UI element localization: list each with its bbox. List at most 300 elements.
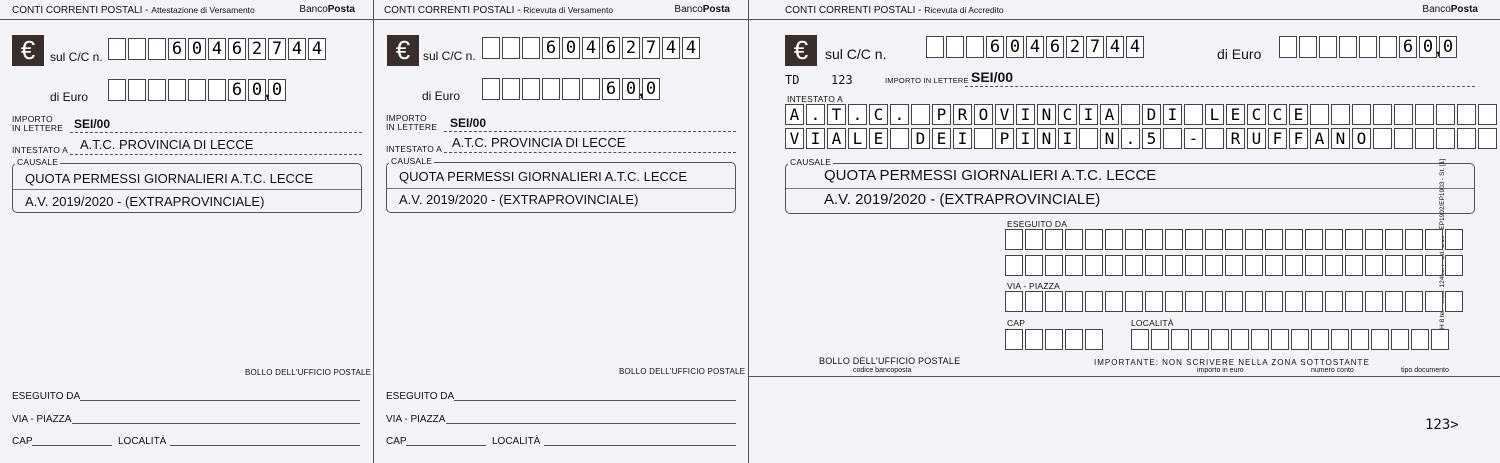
char-box[interactable] xyxy=(1165,255,1183,276)
char-box[interactable]: O xyxy=(1352,128,1371,149)
char-box[interactable] xyxy=(974,128,993,149)
char-box[interactable] xyxy=(1405,229,1423,250)
char-box[interactable] xyxy=(1345,291,1363,312)
char-box[interactable]: 4 xyxy=(208,38,226,60)
char-box[interactable] xyxy=(1457,128,1476,149)
panel-title: CONTI CORRENTI POSTALI - Ricevuta di Accredito xyxy=(785,5,1004,16)
localita-label: LOCALITÀ xyxy=(492,436,541,447)
char-box[interactable] xyxy=(1245,255,1263,276)
char-box[interactable] xyxy=(1025,291,1043,312)
char-box[interactable] xyxy=(502,37,520,59)
account-number-boxes[interactable] xyxy=(926,36,1146,58)
char-box[interactable] xyxy=(1305,291,1323,312)
eseguito-da-label: ESEGUITO DA xyxy=(12,391,81,402)
char-box[interactable] xyxy=(1457,104,1476,125)
char-box[interactable] xyxy=(1365,229,1383,250)
char-box[interactable]: C xyxy=(1247,104,1266,125)
char-box[interactable] xyxy=(1285,291,1303,312)
char-box[interactable] xyxy=(1425,255,1443,276)
brand-suffix: Posta xyxy=(327,4,355,15)
char-box[interactable] xyxy=(1065,229,1083,250)
char-box[interactable] xyxy=(1291,329,1309,350)
char-box[interactable] xyxy=(482,78,500,100)
char-box[interactable]: 4 xyxy=(662,37,680,59)
localita-boxes[interactable] xyxy=(1131,329,1451,350)
causale-box xyxy=(785,157,1475,214)
char-box[interactable] xyxy=(1205,255,1223,276)
char-box[interactable] xyxy=(522,78,540,100)
char-box[interactable] xyxy=(1285,229,1303,250)
char-box[interactable] xyxy=(1245,291,1263,312)
char-box[interactable] xyxy=(1125,229,1143,250)
causale-line2: A.V. 2019/2020 - (EXTRAPROVINCIALE) xyxy=(824,191,1101,208)
char-box[interactable]: 0 xyxy=(1419,36,1437,58)
char-box[interactable]: F xyxy=(1289,128,1308,149)
brand-prefix: Banco xyxy=(674,4,703,15)
causale-label: CAUSALE xyxy=(790,157,832,167)
char-box[interactable] xyxy=(1105,291,1123,312)
char-box[interactable]: 0 xyxy=(622,78,640,100)
eseguito-boxes-row2[interactable] xyxy=(1005,255,1465,276)
char-box[interactable] xyxy=(108,38,126,60)
char-box[interactable] xyxy=(1005,291,1023,312)
char-box[interactable]: I xyxy=(1163,104,1182,125)
char-box[interactable] xyxy=(1025,329,1043,350)
char-box[interactable] xyxy=(911,104,930,125)
intestato-boxes-row1[interactable] xyxy=(785,104,1499,125)
char-box[interactable]: 0 xyxy=(188,38,206,60)
char-box[interactable] xyxy=(1121,104,1140,125)
char-box[interactable]: 6 xyxy=(602,78,620,100)
bancoposta-logo xyxy=(299,4,355,15)
char-box[interactable] xyxy=(1436,128,1455,149)
char-box[interactable] xyxy=(1145,291,1163,312)
char-box[interactable]: R xyxy=(1226,128,1245,149)
char-box[interactable] xyxy=(1163,128,1182,149)
char-box[interactable] xyxy=(1085,291,1103,312)
char-box[interactable] xyxy=(1145,255,1163,276)
char-box[interactable] xyxy=(1271,329,1289,350)
char-box[interactable] xyxy=(1345,229,1363,250)
char-box[interactable]: P xyxy=(932,104,951,125)
localita-label: LOCALITÀ xyxy=(1131,318,1174,328)
char-box[interactable] xyxy=(1445,229,1463,250)
char-box[interactable]: L xyxy=(1205,104,1224,125)
char-box[interactable]: C xyxy=(869,104,888,125)
char-box[interactable] xyxy=(1165,291,1183,312)
char-box[interactable] xyxy=(1394,104,1413,125)
char-box[interactable] xyxy=(1205,291,1223,312)
panel-header xyxy=(0,0,373,20)
char-box[interactable] xyxy=(1431,329,1449,350)
bancoposta-logo xyxy=(674,4,730,15)
char-box[interactable] xyxy=(1385,229,1403,250)
char-box[interactable]: I xyxy=(1016,104,1035,125)
footer-code: 123> xyxy=(1425,417,1459,433)
char-box[interactable]: 4 xyxy=(1026,36,1044,58)
char-box[interactable]: N xyxy=(1037,128,1056,149)
char-box[interactable]: 5 xyxy=(1142,128,1161,149)
char-box[interactable]: 4 xyxy=(682,37,700,59)
importo-line xyxy=(70,132,362,133)
panel-header xyxy=(374,0,748,20)
bollo-label: BOLLO DELL'UFFICIO POSTALE xyxy=(819,356,961,366)
char-box[interactable] xyxy=(1379,36,1397,58)
char-box[interactable] xyxy=(1373,128,1392,149)
char-box[interactable]: I xyxy=(806,128,825,149)
intestato-label: INTESTATO A xyxy=(12,145,69,155)
char-box[interactable] xyxy=(1285,255,1303,276)
char-box[interactable] xyxy=(1265,291,1283,312)
char-box[interactable]: 6 xyxy=(228,79,246,101)
char-box[interactable] xyxy=(1065,291,1083,312)
char-box[interactable]: E xyxy=(932,128,951,149)
char-box[interactable] xyxy=(1405,291,1423,312)
char-box[interactable]: V xyxy=(995,104,1014,125)
char-box[interactable] xyxy=(1425,229,1443,250)
char-box[interactable]: I xyxy=(953,128,972,149)
intestato-line xyxy=(444,152,736,153)
char-box[interactable] xyxy=(148,79,166,101)
euro-icon: € xyxy=(12,35,44,66)
char-box[interactable] xyxy=(1191,329,1209,350)
char-box[interactable] xyxy=(1425,291,1443,312)
bancoposta-logo xyxy=(1422,4,1478,15)
via-piazza-boxes[interactable] xyxy=(1005,291,1465,312)
di-euro-label: di Euro xyxy=(50,90,89,104)
char-box[interactable]: O xyxy=(974,104,993,125)
char-box[interactable] xyxy=(966,36,984,58)
account-number-boxes[interactable] xyxy=(108,38,328,60)
char-box[interactable] xyxy=(1171,329,1189,350)
localita-field[interactable] xyxy=(170,445,360,446)
intestato-line xyxy=(70,154,362,155)
char-box[interactable] xyxy=(1125,291,1143,312)
char-box[interactable] xyxy=(1352,104,1371,125)
causale-line1: QUOTA PERMESSI GIORNALIERI A.T.C. LECCE xyxy=(25,171,313,186)
via-piazza-label: VIA - PIAZZA xyxy=(12,414,72,425)
char-box[interactable] xyxy=(1205,229,1223,250)
header-title: CONTI CORRENTI POSTALI xyxy=(785,5,916,16)
char-box[interactable]: A xyxy=(1100,104,1119,125)
char-box[interactable]: 7 xyxy=(268,38,286,60)
char-box[interactable] xyxy=(582,78,600,100)
char-box[interactable] xyxy=(1231,329,1249,350)
panel-subtitle: Attestazione di Versamento xyxy=(151,5,255,15)
localita-label: LOCALITÀ xyxy=(118,436,167,447)
char-box[interactable] xyxy=(1205,128,1224,149)
char-box[interactable] xyxy=(1345,255,1363,276)
td-code: 123 xyxy=(831,73,853,87)
char-box[interactable] xyxy=(1299,36,1317,58)
char-box[interactable]: 6 xyxy=(1046,36,1064,58)
intestato-boxes-row2[interactable] xyxy=(785,128,1499,149)
cap-boxes[interactable] xyxy=(1005,329,1105,350)
char-box[interactable] xyxy=(1225,255,1243,276)
panel-subtitle: Ricevuta di Versamento xyxy=(523,5,614,15)
char-box[interactable] xyxy=(1079,128,1098,149)
char-box[interactable] xyxy=(1478,128,1497,149)
causale-label: CAUSALE xyxy=(391,156,433,166)
char-box[interactable]: P xyxy=(995,128,1014,149)
char-box[interactable] xyxy=(1184,104,1203,125)
char-box[interactable]: A xyxy=(827,128,846,149)
char-box[interactable] xyxy=(1065,255,1083,276)
char-box[interactable] xyxy=(1225,229,1243,250)
header-title: CONTI CORRENTI POSTALI xyxy=(384,5,515,16)
char-box[interactable] xyxy=(1005,255,1023,276)
char-box[interactable]: E xyxy=(1289,104,1308,125)
char-box[interactable] xyxy=(1045,255,1063,276)
cap-field[interactable] xyxy=(32,445,112,446)
importo-line xyxy=(444,131,736,132)
char-box[interactable] xyxy=(1325,229,1343,250)
char-box[interactable]: I xyxy=(1016,128,1035,149)
importo-label-line1: IMPORTO xyxy=(386,113,427,123)
char-box[interactable]: D xyxy=(1142,104,1161,125)
char-box[interactable]: E xyxy=(869,128,888,149)
side-model-code: 8 ter 12409A EP1902/EP1903 - St. [1] xyxy=(1439,158,1446,323)
char-box[interactable]: 4 xyxy=(582,37,600,59)
char-box[interactable]: E xyxy=(1226,104,1245,125)
causale-divider xyxy=(786,188,1474,189)
char-box[interactable] xyxy=(1065,329,1083,350)
eseguito-da-field[interactable] xyxy=(80,400,360,401)
char-box[interactable] xyxy=(1311,329,1329,350)
char-box[interactable]: U xyxy=(1247,128,1266,149)
char-box[interactable]: T xyxy=(827,104,846,125)
char-box[interactable] xyxy=(1325,255,1343,276)
char-box[interactable] xyxy=(1225,291,1243,312)
panel-header xyxy=(749,0,1500,20)
euro-icon: € xyxy=(387,35,419,66)
sul-cc-label: sul C/C n. xyxy=(50,50,103,64)
char-box[interactable] xyxy=(1415,104,1434,125)
char-box[interactable]: 2 xyxy=(622,37,640,59)
char-box[interactable] xyxy=(1445,255,1463,276)
char-box[interactable] xyxy=(168,79,186,101)
char-box[interactable] xyxy=(1319,36,1337,58)
char-box[interactable] xyxy=(1325,291,1343,312)
char-box[interactable] xyxy=(502,78,520,100)
char-box[interactable]: 6 xyxy=(1399,36,1417,58)
char-box[interactable] xyxy=(1391,329,1409,350)
importo-label-line1: IMPORTO xyxy=(12,114,53,124)
codice-bancoposta-label: codice bancoposta xyxy=(853,367,912,374)
char-box[interactable] xyxy=(1245,229,1263,250)
amount-boxes[interactable] xyxy=(482,78,662,100)
char-box[interactable] xyxy=(1005,229,1023,250)
char-box[interactable] xyxy=(1005,329,1023,350)
amount-boxes[interactable] xyxy=(1279,36,1459,58)
brand-prefix: Banco xyxy=(1422,4,1451,15)
char-box[interactable]: 0 xyxy=(268,79,286,101)
char-box[interactable] xyxy=(1185,229,1203,250)
intestato-label: INTESTATO A xyxy=(386,144,443,154)
char-box[interactable] xyxy=(1085,229,1103,250)
char-box[interactable] xyxy=(148,38,166,60)
char-box[interactable]: N xyxy=(1037,104,1056,125)
importo-lettere-value: SEI/00 xyxy=(450,116,487,130)
char-box[interactable] xyxy=(1445,291,1463,312)
char-box[interactable] xyxy=(128,38,146,60)
char-box[interactable] xyxy=(1385,291,1403,312)
char-box[interactable]: N xyxy=(1100,128,1119,149)
char-box[interactable] xyxy=(1045,229,1063,250)
importo-lettere-value: SEI/00 xyxy=(74,117,111,131)
char-box[interactable]: A xyxy=(1310,128,1329,149)
char-box[interactable]: - xyxy=(1184,128,1203,149)
char-box[interactable] xyxy=(1331,329,1349,350)
char-box[interactable] xyxy=(1185,291,1203,312)
char-box[interactable] xyxy=(188,79,206,101)
brand-prefix: Banco xyxy=(299,4,328,15)
char-box[interactable]: . xyxy=(848,104,867,125)
char-box[interactable] xyxy=(1211,329,1229,350)
via-piazza-field[interactable] xyxy=(72,423,360,424)
char-box[interactable]: R xyxy=(953,104,972,125)
char-box[interactable] xyxy=(1185,255,1203,276)
char-box[interactable]: 0 xyxy=(642,78,660,100)
amount-comma: , xyxy=(639,83,644,100)
char-box[interactable]: . xyxy=(1121,128,1140,149)
char-box[interactable] xyxy=(1025,229,1043,250)
account-number-boxes[interactable] xyxy=(482,37,702,59)
char-box[interactable] xyxy=(1394,128,1413,149)
char-box[interactable] xyxy=(1365,291,1383,312)
di-euro-label: di Euro xyxy=(422,89,461,103)
char-box[interactable]: 0 xyxy=(1006,36,1024,58)
char-box[interactable]: I xyxy=(1079,104,1098,125)
char-box[interactable] xyxy=(1331,104,1350,125)
char-box[interactable] xyxy=(1105,255,1123,276)
char-box[interactable] xyxy=(208,79,226,101)
char-box[interactable]: V xyxy=(785,128,804,149)
char-box[interactable]: N xyxy=(1331,128,1350,149)
char-box[interactable]: 7 xyxy=(1086,36,1104,58)
char-box[interactable]: 4 xyxy=(288,38,306,60)
char-box[interactable]: C xyxy=(1058,104,1077,125)
char-box[interactable] xyxy=(108,79,126,101)
char-box[interactable] xyxy=(1265,229,1283,250)
char-box[interactable] xyxy=(1265,255,1283,276)
localita-field[interactable] xyxy=(544,445,736,446)
char-box[interactable] xyxy=(1310,104,1329,125)
char-box[interactable] xyxy=(1436,104,1455,125)
importo-lettere-value: SEI/00 xyxy=(971,69,1014,85)
char-box[interactable] xyxy=(1415,128,1434,149)
intestato-label: INTESTATO A xyxy=(787,94,844,104)
char-box[interactable]: L xyxy=(848,128,867,149)
char-box[interactable]: I xyxy=(1058,128,1077,149)
bottom-zone-divider xyxy=(749,376,1500,377)
char-box[interactable] xyxy=(1085,255,1103,276)
tipo-documento-label: tipo documento xyxy=(1401,367,1449,374)
via-piazza-label: VIA - PIAZZA xyxy=(1007,281,1060,291)
char-box[interactable] xyxy=(890,128,909,149)
char-box[interactable] xyxy=(1351,329,1369,350)
char-box[interactable] xyxy=(1145,229,1163,250)
char-box[interactable] xyxy=(1411,329,1429,350)
char-box[interactable]: 6 xyxy=(542,37,560,59)
char-box[interactable]: 7 xyxy=(642,37,660,59)
char-box[interactable] xyxy=(562,78,580,100)
char-box[interactable]: C xyxy=(1268,104,1287,125)
char-box[interactable]: 0 xyxy=(1439,36,1457,58)
char-box[interactable]: 6 xyxy=(986,36,1004,58)
char-box[interactable]: . xyxy=(806,104,825,125)
intestato-value: A.T.C. PROVINCIA DI LECCE xyxy=(452,135,626,150)
causale-divider xyxy=(13,189,361,190)
char-box[interactable] xyxy=(1025,255,1043,276)
char-box[interactable] xyxy=(1373,104,1392,125)
char-box[interactable]: . xyxy=(890,104,909,125)
char-box[interactable] xyxy=(1131,329,1149,350)
char-box[interactable] xyxy=(1165,229,1183,250)
char-box[interactable] xyxy=(482,37,500,59)
char-box[interactable]: 4 xyxy=(1126,36,1144,58)
char-box[interactable]: F xyxy=(1268,128,1287,149)
amount-boxes[interactable] xyxy=(108,79,288,101)
char-box[interactable]: 0 xyxy=(248,79,266,101)
char-box[interactable]: 2 xyxy=(1066,36,1084,58)
causale-box xyxy=(12,157,362,213)
intestato-value: A.T.C. PROVINCIA DI LECCE xyxy=(80,137,254,152)
char-box[interactable]: 6 xyxy=(228,38,246,60)
char-box[interactable]: 4 xyxy=(308,38,326,60)
via-piazza-field[interactable] xyxy=(446,423,736,424)
panel-subtitle: Ricevuta di Accredito xyxy=(924,5,1004,15)
char-box[interactable] xyxy=(1305,255,1323,276)
char-box[interactable] xyxy=(1365,255,1383,276)
char-box[interactable]: A xyxy=(785,104,804,125)
char-box[interactable]: 6 xyxy=(602,37,620,59)
char-box[interactable] xyxy=(1125,255,1143,276)
char-box[interactable] xyxy=(1478,104,1497,125)
char-box[interactable] xyxy=(1279,36,1297,58)
char-box[interactable] xyxy=(1371,329,1389,350)
char-box[interactable]: 2 xyxy=(248,38,266,60)
char-box[interactable] xyxy=(1045,291,1063,312)
panel-title: CONTI CORRENTI POSTALI - Ricevuta di Versamento xyxy=(384,5,614,16)
char-box[interactable]: 0 xyxy=(562,37,580,59)
char-box[interactable] xyxy=(946,36,964,58)
char-box[interactable] xyxy=(128,79,146,101)
char-box[interactable] xyxy=(1405,255,1423,276)
char-box[interactable]: D xyxy=(911,128,930,149)
char-box[interactable] xyxy=(1045,329,1063,350)
causale-divider xyxy=(387,188,735,189)
eseguito-da-field[interactable] xyxy=(454,400,736,401)
char-box[interactable] xyxy=(542,78,560,100)
char-box[interactable]: 6 xyxy=(168,38,186,60)
eseguito-boxes-row1[interactable] xyxy=(1005,229,1465,250)
char-box[interactable] xyxy=(1359,36,1377,58)
char-box[interactable] xyxy=(1385,255,1403,276)
char-box[interactable] xyxy=(926,36,944,58)
numero-conto-label: numero conto xyxy=(1311,367,1354,374)
char-box[interactable] xyxy=(1339,36,1357,58)
char-box[interactable] xyxy=(1085,329,1103,350)
char-box[interactable] xyxy=(1105,229,1123,250)
char-box[interactable] xyxy=(1251,329,1269,350)
char-box[interactable] xyxy=(1305,229,1323,250)
cap-label: CAP xyxy=(1007,318,1026,328)
char-box[interactable]: 4 xyxy=(1106,36,1124,58)
char-box[interactable] xyxy=(522,37,540,59)
cap-field[interactable] xyxy=(406,445,486,446)
char-box[interactable] xyxy=(1151,329,1169,350)
